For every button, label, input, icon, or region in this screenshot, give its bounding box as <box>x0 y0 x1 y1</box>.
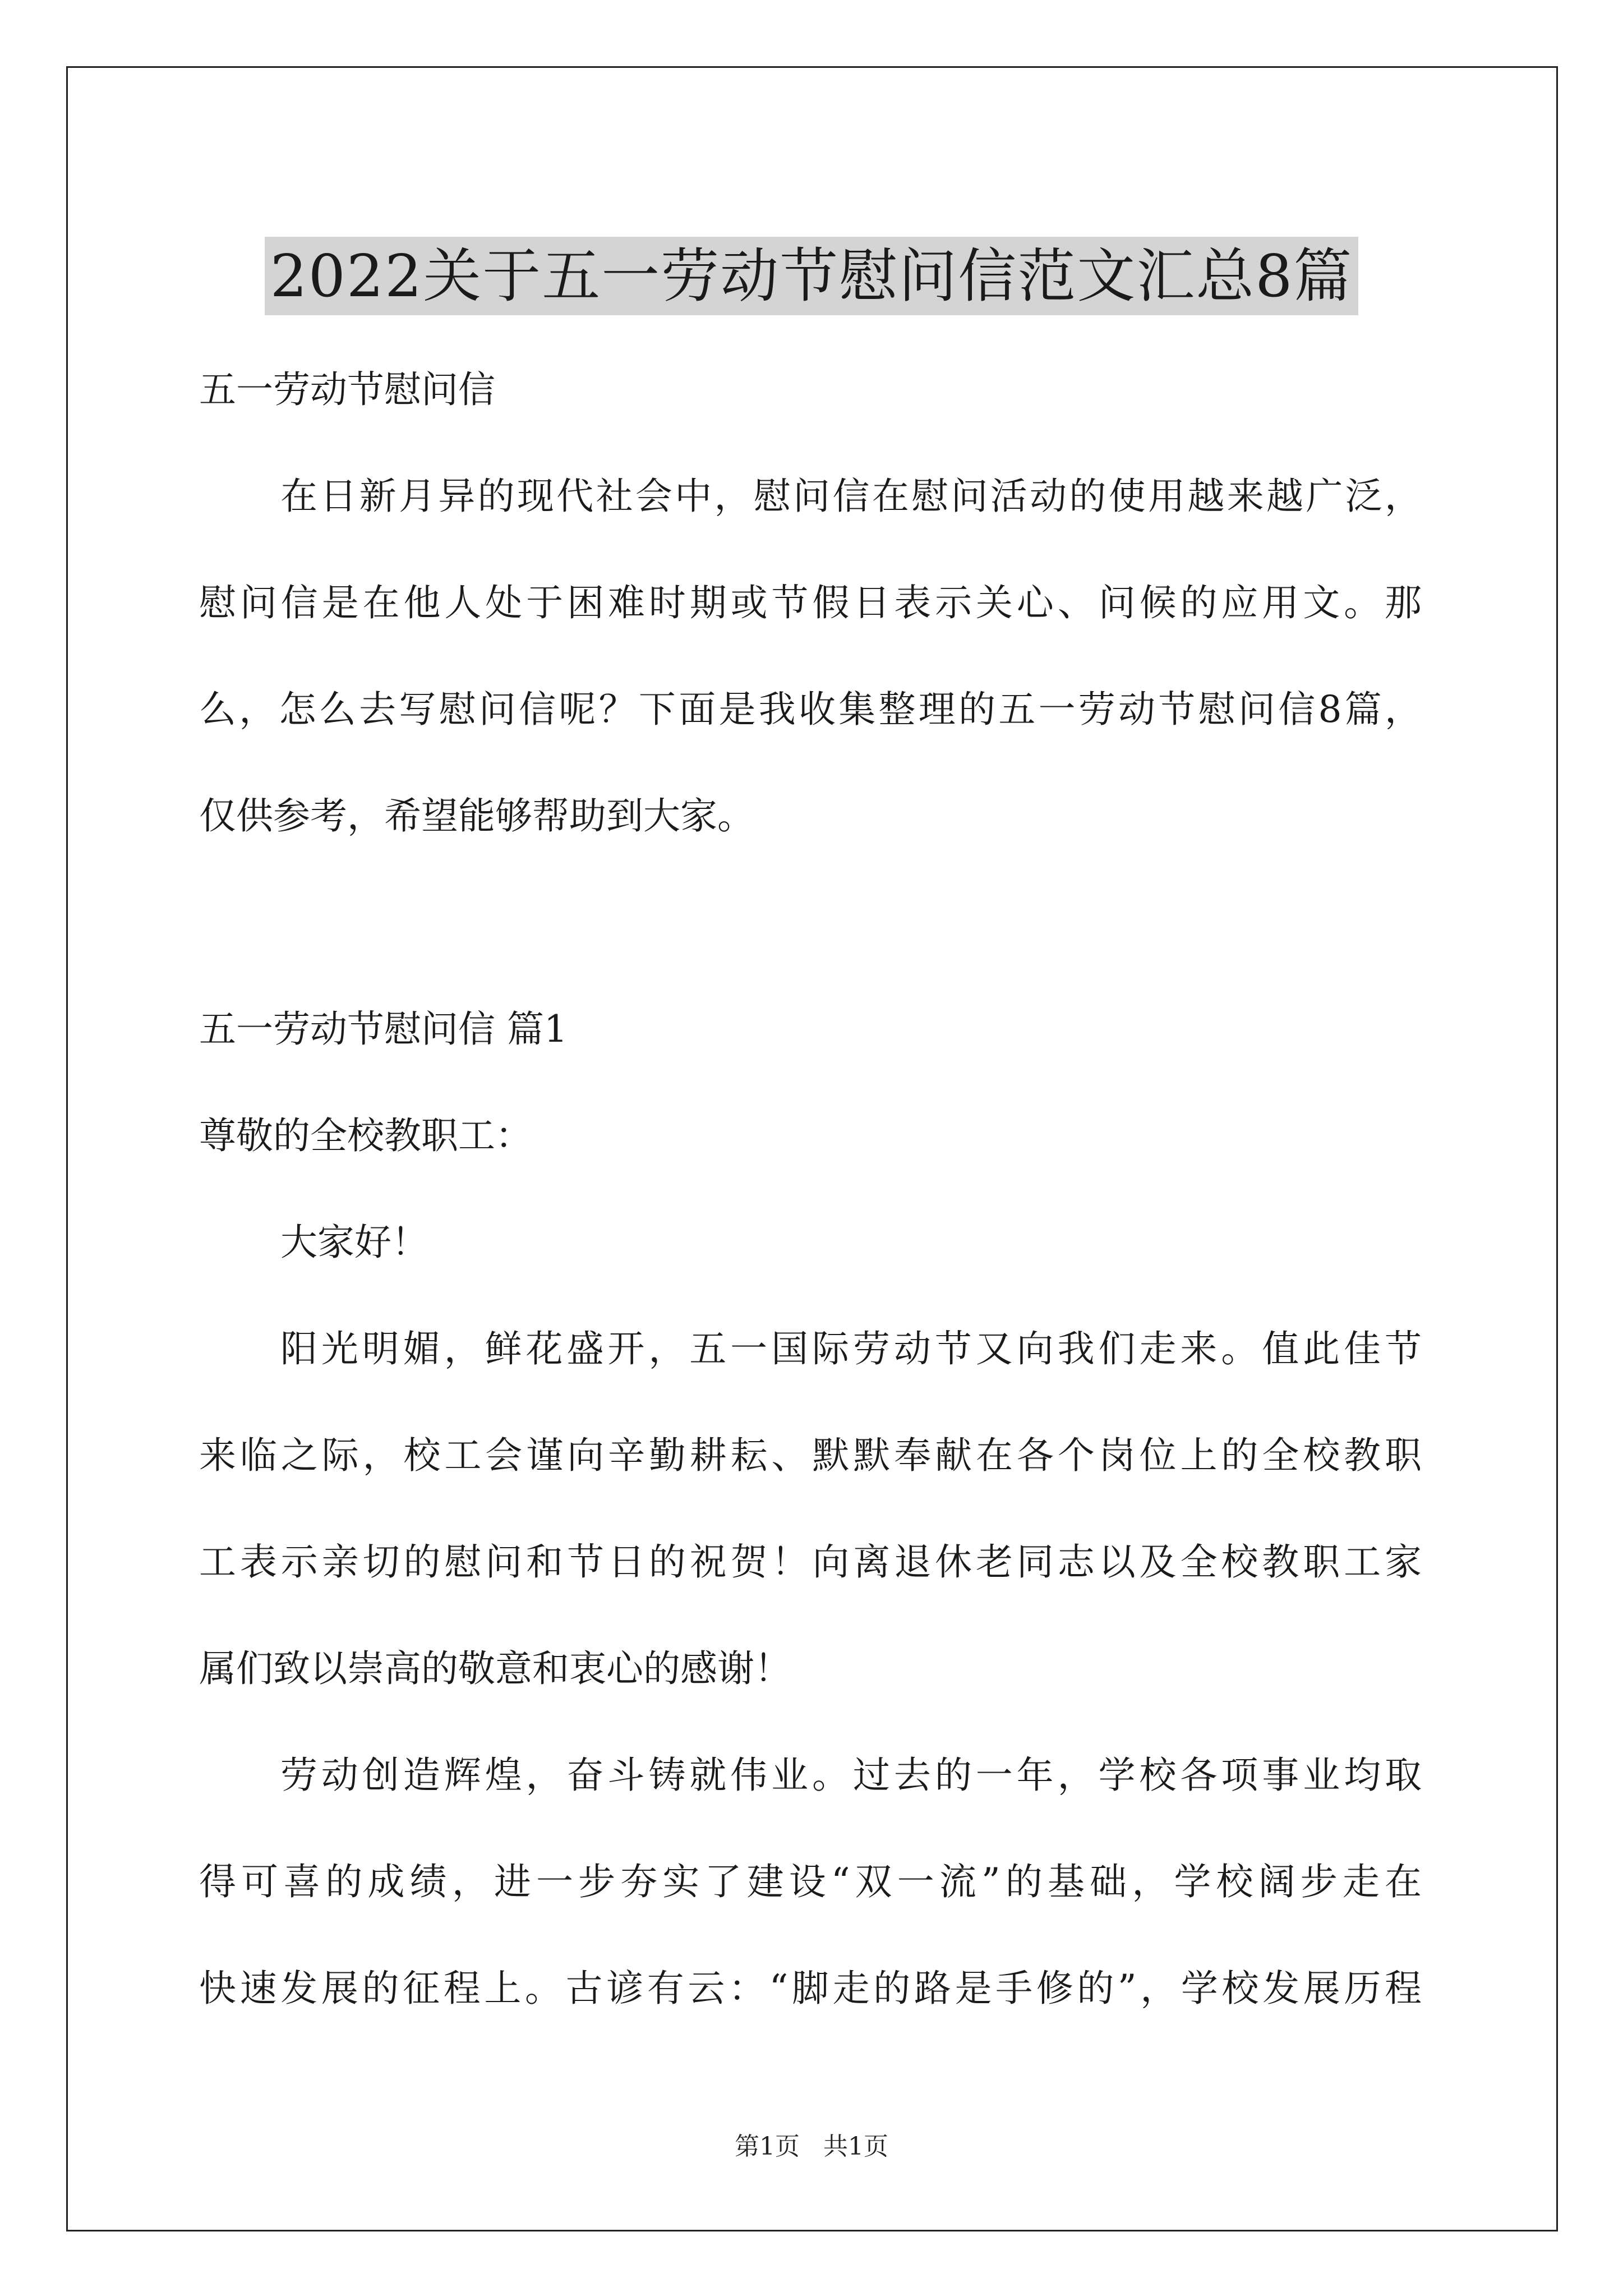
document-title: 2022关于五一劳动节慰问信范文汇总8篇 <box>265 237 1359 315</box>
title-wrap <box>0 197 1623 354</box>
text-line: 仅供参考，希望能够帮助到大家。 <box>199 794 754 838</box>
section-heading: 五一劳动节慰问信 篇1 <box>199 1007 568 1051</box>
spacer <box>199 869 1422 976</box>
text-line: 属们致以崇高的敬意和衷心的感谢！ <box>199 1647 791 1690</box>
page-total: 共1页 <box>823 2132 888 2161</box>
text-line: 阳光明媚，鲜花盛开，五一国际劳动节又向我们走来。值此佳节 <box>280 1327 1422 1370</box>
greeting: 大家好！ <box>280 1221 428 1264</box>
document-body <box>199 337 1422 2042</box>
text-line: 慰问信是在他人处于困难时期或节假日表示关心、问候的应用文。那 <box>199 581 1422 624</box>
text-line: 工表示亲切的慰问和节日的祝贺！向离退休老同志以及全校教职工家 <box>199 1540 1422 1584</box>
intro-paragraph <box>199 443 1422 869</box>
text-line: 劳动创造辉煌，奋斗铸就伟业。过去的一年，学校各项事业均取 <box>280 1754 1422 1797</box>
salutation: 尊敬的全校教职工： <box>199 1114 532 1157</box>
page-footer <box>0 2126 1623 2162</box>
text-line: 么，怎么去写慰问信呢？下面是我收集整理的五一劳动节慰问信8篇， <box>199 688 1422 731</box>
text-line: 来临之际，校工会谨向辛勤耕耘、默默奉献在各个岗位上的全校教职 <box>199 1434 1422 1477</box>
text-line: 在日新月异的现代社会中，慰问信在慰问活动的使用越来越广泛， <box>280 475 1422 518</box>
paragraph-2 <box>199 1722 1422 2042</box>
intro-heading: 五一劳动节慰问信 <box>199 368 495 411</box>
text-line: 得可喜的成绩，进一步夯实了建设“双一流”的基础，学校阔步走在 <box>199 1860 1422 1903</box>
text-line: 快速发展的征程上。古谚有云：“脚走的路是手修的”，学校发展历程 <box>199 1967 1422 2010</box>
page-number: 第1页 <box>735 2132 800 2161</box>
paragraph-1 <box>199 1296 1422 1722</box>
